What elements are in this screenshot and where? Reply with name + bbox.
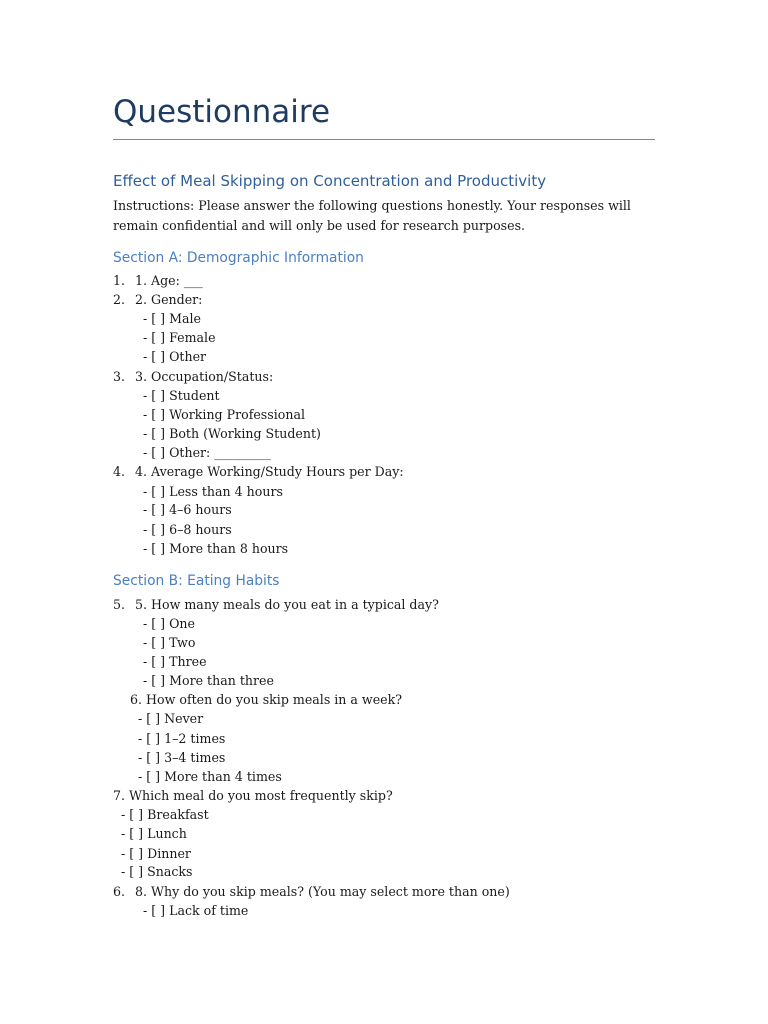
question-meal-skipped: 7. Which meal do you most frequently skip? (113, 788, 393, 803)
question-skip-frequency: 6. How often do you skip meals in a week? (130, 692, 403, 707)
list-number: 3. (113, 369, 126, 384)
option-three: - [ ] Three (143, 654, 207, 669)
option-more-than-8: - [ ] More than 8 hours (143, 541, 289, 556)
option-one: - [ ] One (143, 616, 195, 631)
section-b-title: Section B: Eating Habits (113, 573, 280, 589)
option-4-6: - [ ] 4–6 hours (143, 502, 232, 517)
option-female: - [ ] Female (143, 330, 216, 345)
question-skip-reasons: 8. Why do you skip meals? (You may select more than one) (135, 884, 510, 899)
list-number: 1. (113, 273, 126, 288)
list-number: 6. (113, 884, 126, 899)
option-student: - [ ] Student (143, 388, 220, 403)
option-dinner: - [ ] Dinner (121, 846, 191, 861)
option-never: - [ ] Never (138, 711, 204, 726)
option-1-2-times: - [ ] 1–2 times (138, 731, 226, 746)
question-meals-per-day: 5. How many meals do you eat in a typical day? (135, 597, 439, 612)
page-title: Questionnaire (113, 94, 331, 130)
list-number: 2. (113, 292, 126, 307)
list-number: 5. (113, 597, 126, 612)
option-working-professional: - [ ] Working Professional (143, 407, 305, 422)
section-a-title: Section A: Demographic Information (113, 250, 364, 266)
option-breakfast: - [ ] Breakfast (121, 807, 209, 822)
option-snacks: - [ ] Snacks (121, 864, 193, 879)
option-other: - [ ] Other (143, 349, 207, 364)
option-both: - [ ] Both (Working Student) (143, 426, 321, 441)
question-occupation: 3. Occupation/Status: (135, 369, 274, 384)
question-hours: 4. Average Working/Study Hours per Day: (135, 464, 404, 479)
option-3-4-times: - [ ] 3–4 times (138, 750, 226, 765)
document-subtitle: Effect of Meal Skipping on Concentration and Productivity (113, 172, 547, 190)
option-other-occupation: - [ ] Other: _________ (143, 445, 271, 460)
instructions-text: Instructions: Please answer the following questions honestly. Your responses will remain confidential and will only be used for research purposes. (113, 198, 631, 233)
option-more-than-4-times: - [ ] More than 4 times (138, 769, 282, 784)
question-age: 1. Age: ___ (135, 273, 203, 288)
option-more-than-three: - [ ] More than three (143, 673, 274, 688)
option-6-8: - [ ] 6–8 hours (143, 522, 232, 537)
question-gender: 2. Gender: (135, 292, 203, 307)
title-divider (113, 139, 655, 140)
list-number: 4. (113, 464, 126, 479)
option-two: - [ ] Two (143, 635, 196, 650)
option-lack-of-time: - [ ] Lack of time (143, 903, 249, 918)
option-male: - [ ] Male (143, 311, 201, 326)
option-lunch: - [ ] Lunch (121, 826, 187, 841)
option-less-than-4: - [ ] Less than 4 hours (143, 484, 283, 499)
